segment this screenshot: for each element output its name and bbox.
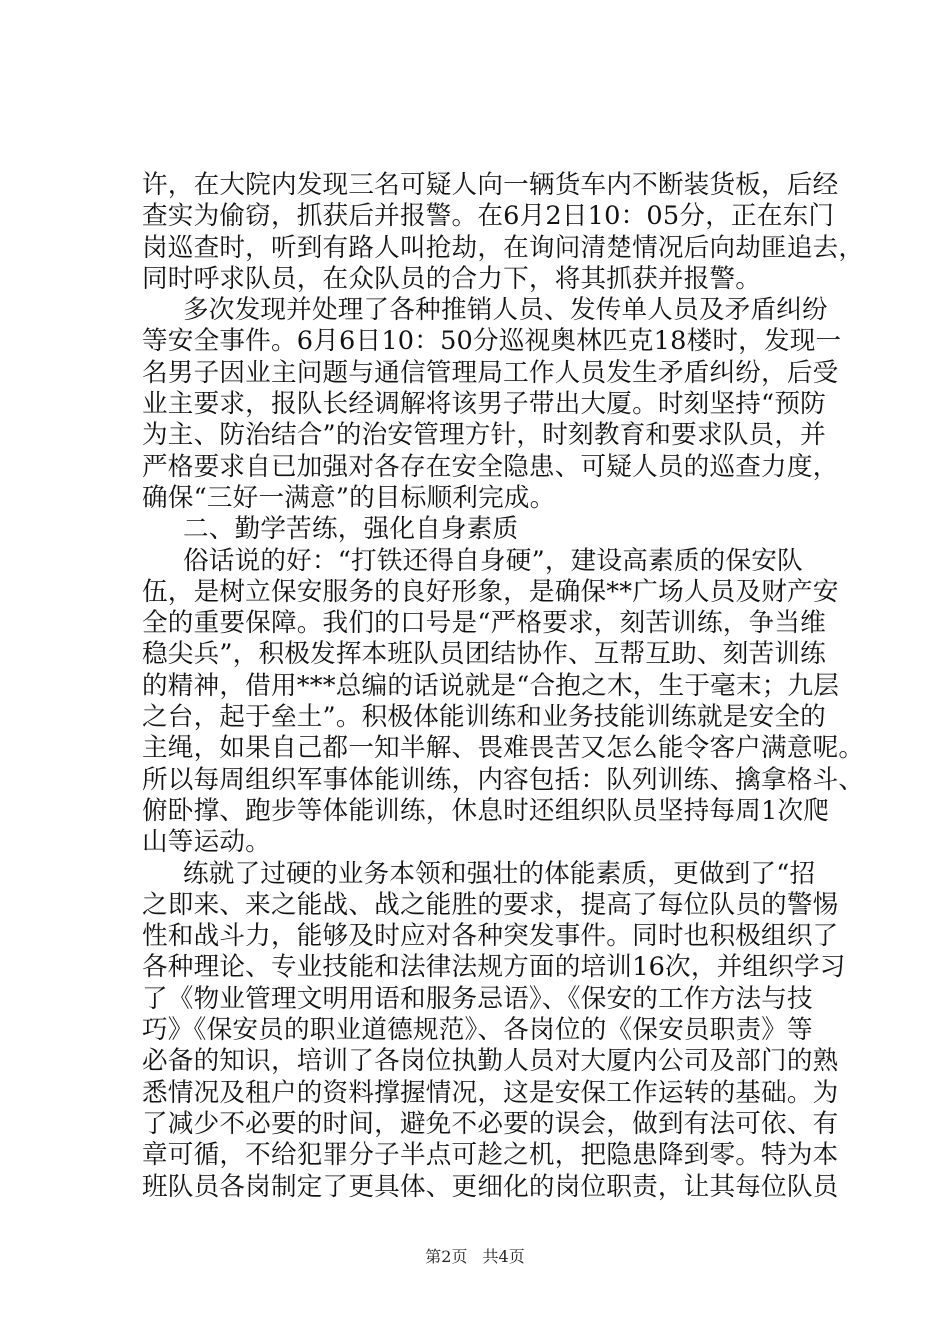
text-line: 练就了过硬的业务本领和强壮的体能素质，更做到了“招 xyxy=(183,858,816,889)
text-line: 伍，是树立保安服务的良好形象，是确保**广场人员及财产安 xyxy=(142,576,839,607)
text-line: 严格要求自已加强对各存在安全隐患、可疑人员的巡查力度， xyxy=(142,451,839,482)
text-line: 性和战斗力，能够及时应对各种突发事件。同时也积极组织了 xyxy=(142,921,839,952)
text-line: 多次发现并处理了各种推销人员、发传单人员及矛盾纠纷 xyxy=(183,295,828,326)
document-body xyxy=(142,170,865,1203)
text-line: 巧》《保安员的职业道德规范》、各岗位的《保安员职责》等 xyxy=(142,1015,813,1046)
text-line: 查实为偷窃，抓获后并报警。在6月2日10：05分，正在东门 xyxy=(142,201,835,232)
text-line: 悉情况及租户的资料撑握情况，这是安保工作运转的基础。为 xyxy=(142,1077,839,1108)
text-line: 班队员各岗制定了更具体、更细化的岗位职责，让其每位队员 xyxy=(142,1171,839,1202)
text-line: 许，在大院内发现三名可疑人向一辆货车内不断装货板，后经 xyxy=(142,170,839,200)
text-line: 业主要求，报队长经调解将该男子带出大厦。时刻坚持“预防 xyxy=(142,389,826,420)
text-line: 主绳，如果自己都一知半解、畏难畏苦又怎么能令客户满意呢。 xyxy=(142,733,865,764)
text-line: 了减少不必要的时间，避免不必要的误会，做到有法可依、有 xyxy=(142,1108,839,1139)
text-line: 为主、防治结合”的治安管理方针，时刻教育和要求队员，并 xyxy=(142,420,826,451)
text-line: 各种理论、专业技能和法律法规方面的培训16次，并组织学习 xyxy=(142,952,846,983)
text-line: 了《物业管理文明用语和服务忌语》、《保安的工作方法与技 xyxy=(142,983,813,1014)
page-number: 第2页 xyxy=(425,1247,468,1266)
page-footer xyxy=(0,1247,950,1267)
text-line: 稳尖兵”，积极发挥本班队员团结协作、互帮互助、刻苦训练 xyxy=(142,639,826,670)
text-line: 的精神，借用***总编的话说就是“合抱之木，生于毫末；九层 xyxy=(142,670,840,701)
text-line: 俯卧撑、跑步等体能训练，休息时还组织队员坚持每周1次爬 xyxy=(142,795,830,826)
text-line: 名男子因业主问题与通信管理局工作人员发生矛盾纠纷，后受 xyxy=(142,357,839,388)
page-total: 共4页 xyxy=(482,1247,525,1266)
text-line: 确保“三好一满意”的目标顺利完成。 xyxy=(142,482,556,513)
text-line: 俗话说的好：“打铁还得自身硬”，建设高素质的保安队 xyxy=(183,545,803,576)
text-line: 所以每周组织军事体能训练，内容包括：队列训练、擒拿格斗、 xyxy=(142,764,865,795)
text-line: 同时呼求队员，在众队员的合力下，将其抓获并报警。 xyxy=(142,263,762,294)
text-line: 二、勤学苦练，强化自身素质 xyxy=(183,514,519,545)
text-line: 之台，起于垒土”。积极体能训练和业务技能训练就是安全的 xyxy=(142,702,826,733)
text-line: 山等运动。 xyxy=(142,827,271,858)
text-line: 岗巡查时，听到有路人叫抢劫，在询问清楚情况后向劫匪追去， xyxy=(142,232,865,263)
text-line: 之即来、来之能战、战之能胜的要求，提高了每位队员的警惕 xyxy=(142,889,839,920)
text-line: 等安全事件。6月6日10：50分巡视奥林匹克18楼时，发现一 xyxy=(142,326,842,357)
text-line: 必备的知识，培训了各岗位执勤人员对大厦内公司及部门的熟 xyxy=(142,1046,839,1077)
text-line: 全的重要保障。我们的口号是“严格要求，刻苦训练，争当维 xyxy=(142,608,826,639)
text-line: 章可循，不给犯罪分子半点可趁之机，把隐患降到零。特为本 xyxy=(142,1140,839,1171)
